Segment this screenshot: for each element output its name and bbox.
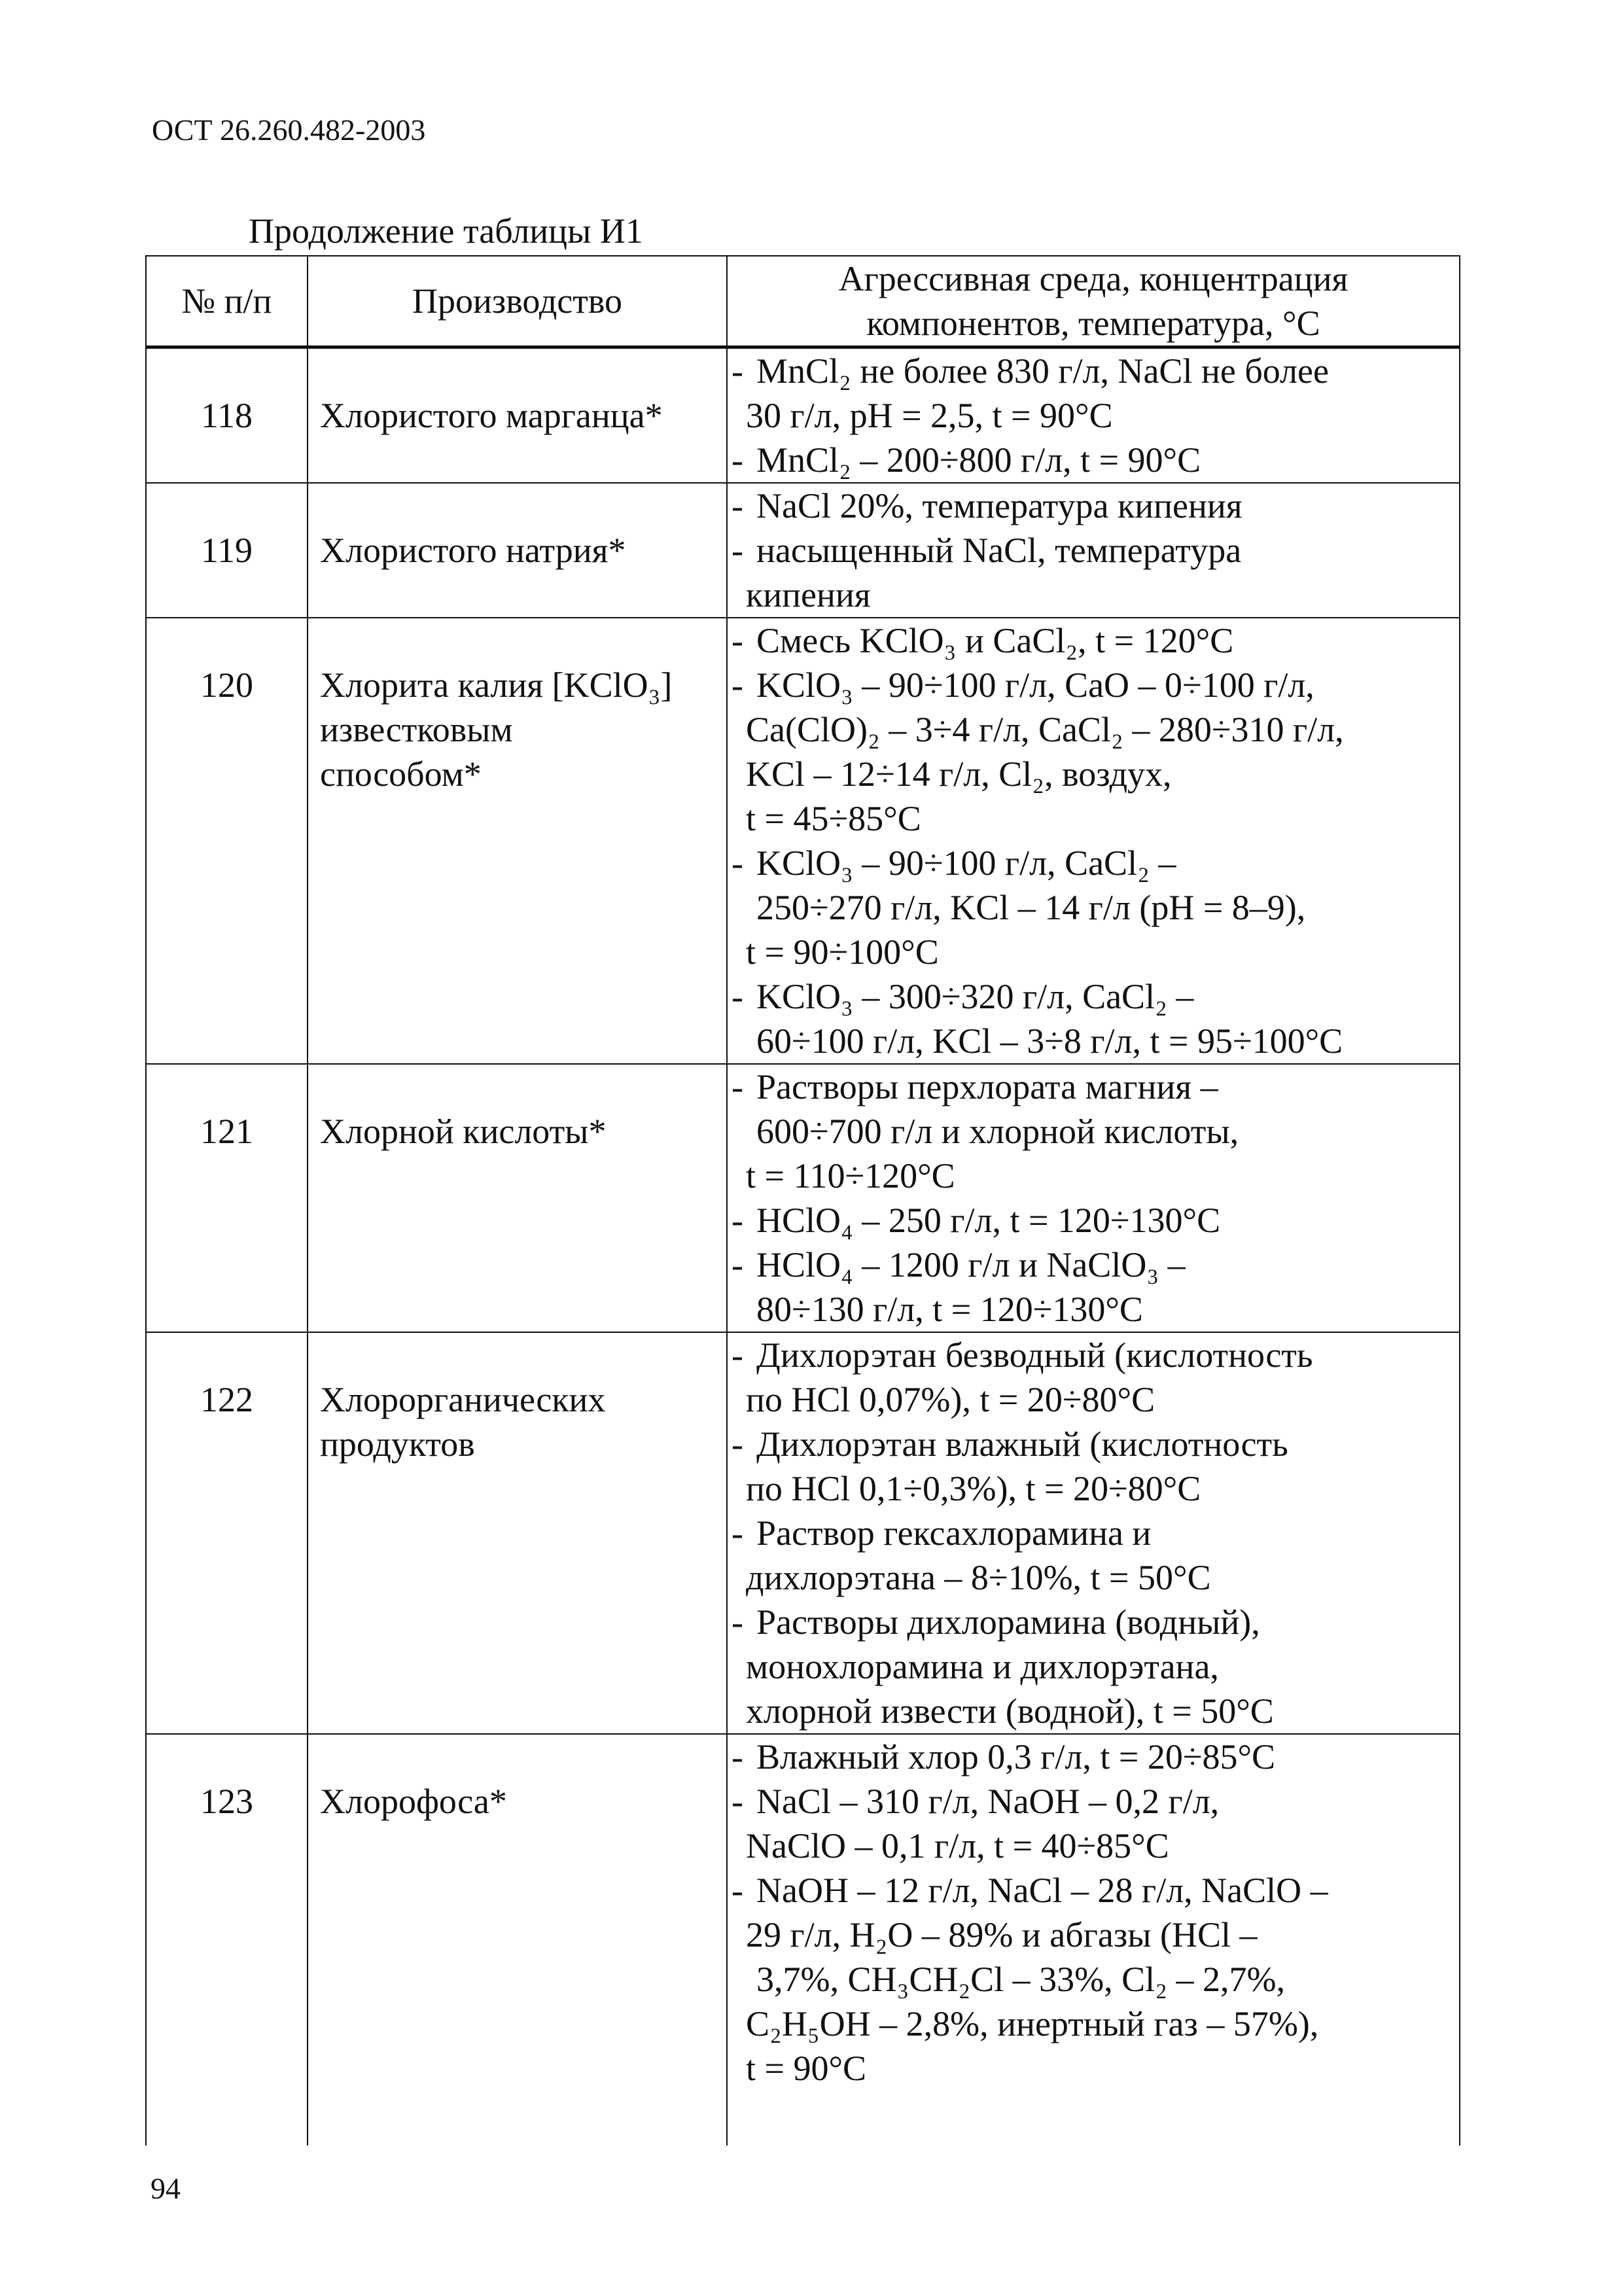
table-row bbox=[146, 1064, 1460, 1332]
document-code: ОСТ 26.260.482-2003 bbox=[152, 113, 426, 147]
table-row bbox=[146, 1734, 1460, 2146]
cell-medium bbox=[727, 1332, 1460, 1734]
cell-production bbox=[308, 1064, 727, 1332]
cell-production bbox=[308, 1332, 727, 1734]
medium-item: - KClO₃ – 300÷320 г/л, CaCl₂ – bbox=[746, 974, 1456, 1019]
medium-item-continuation: 3,7%, CH₃CH₂Cl – 33%, Cl₂ – 2,7%, bbox=[756, 1960, 1285, 1999]
medium-item: - Растворы дихлорамина (водный), bbox=[746, 1600, 1456, 1644]
cell-production bbox=[308, 618, 727, 1064]
medium-item-continuation: по HCl 0,1÷0,3%), t = 20÷80°С bbox=[746, 1469, 1201, 1508]
medium-item: - HClO₄ – 250 г/л, t = 120÷130°С bbox=[746, 1198, 1456, 1243]
medium-item-continuation: Ca(ClO)₂ – 3÷4 г/л, CaCl₂ – 280÷310 г/л, bbox=[746, 710, 1344, 749]
table-row bbox=[146, 618, 1460, 1064]
production-line: известковым bbox=[320, 710, 513, 749]
medium-item-continuation: t = 90÷100°С bbox=[746, 932, 939, 972]
table-body bbox=[146, 347, 1460, 2146]
medium-item: - HClO₄ – 1200 г/л и NaClO₃ – bbox=[746, 1243, 1456, 1287]
medium-item: - NaOH – 12 г/л, NaCl – 28 г/л, NaClO – bbox=[746, 1868, 1456, 1913]
medium-item-continuation: 30 г/л, pH = 2,5, t = 90°С bbox=[746, 396, 1113, 435]
medium-item-continuation: 600÷700 г/л и хлорной кислоты, bbox=[756, 1112, 1239, 1151]
header-medium bbox=[727, 256, 1460, 347]
medium-item: - насыщенный NaCl, температура bbox=[746, 528, 1456, 573]
header-num: № п/п bbox=[146, 256, 308, 347]
cell-production bbox=[308, 483, 727, 618]
cell-num: 123 bbox=[146, 1734, 308, 2146]
table-row bbox=[146, 483, 1460, 618]
header-medium-line: Агрессивная среда, концентрация bbox=[838, 259, 1349, 298]
cell-production bbox=[308, 347, 727, 484]
table-caption: Продолжение таблицы И1 bbox=[249, 211, 643, 251]
medium-item-continuation: 29 г/л, H₂O – 89% и абгазы (HCl – bbox=[746, 1915, 1258, 1954]
medium-item: - NaCl 20%, температура кипения bbox=[746, 484, 1456, 528]
medium-item-continuation: KCl – 12÷14 г/л, Cl₂, воздух, bbox=[746, 754, 1172, 794]
cell-num: 121 bbox=[146, 1064, 308, 1332]
medium-item-continuation: монохлорамина и дихлорэтана, bbox=[746, 1647, 1219, 1686]
medium-item: - Растворы перхлората магния – bbox=[746, 1065, 1456, 1109]
production-line: Хлорорганических bbox=[320, 1380, 606, 1419]
cell-num: 118 bbox=[146, 347, 308, 484]
header-medium-line: компонентов, температура, °С bbox=[866, 304, 1320, 343]
production-line: способом* bbox=[320, 754, 482, 794]
medium-item: - KClO₃ – 90÷100 г/л, CaO – 0÷100 г/л, bbox=[746, 663, 1456, 707]
medium-item: - Влажный хлор 0,3 г/л, t = 20÷85°С bbox=[746, 1735, 1456, 1779]
medium-item-continuation: 80÷130 г/л, t = 120÷130°С bbox=[756, 1290, 1143, 1329]
cell-production bbox=[308, 1734, 727, 2146]
medium-item: - Смесь KClO₃ и CaCl₂, t = 120°С bbox=[746, 618, 1456, 663]
header-production: Производство bbox=[308, 256, 727, 347]
medium-item: - NaCl – 310 г/л, NaOH – 0,2 г/л, bbox=[746, 1779, 1456, 1824]
cell-medium bbox=[727, 347, 1460, 484]
medium-item: - Дихлорэтан безводный (кислотность bbox=[746, 1333, 1456, 1377]
medium-item-continuation: NaClO – 0,1 г/л, t = 40÷85°С bbox=[746, 1826, 1169, 1865]
table-row bbox=[146, 1332, 1460, 1734]
cell-num: 119 bbox=[146, 483, 308, 618]
table-header bbox=[146, 256, 1460, 347]
cell-num: 120 bbox=[146, 618, 308, 1064]
medium-item: - MnCl₂ – 200÷800 г/л, t = 90°С bbox=[746, 438, 1456, 482]
cell-medium bbox=[727, 618, 1460, 1064]
medium-item-continuation: C₂H₅OH – 2,8%, инертный газ – 57%), bbox=[746, 2004, 1319, 2043]
medium-item-continuation: 250÷270 г/л, KCl – 14 г/л (pH = 8–9), bbox=[756, 888, 1306, 927]
medium-item-continuation: дихлорэтана – 8÷10%, t = 50°С bbox=[746, 1558, 1211, 1597]
medium-item-continuation: 60÷100 г/л, KCl – 3÷8 г/л, t = 95÷100°С bbox=[756, 1021, 1343, 1061]
chemical-media-table bbox=[145, 255, 1460, 2146]
page-number: 94 bbox=[150, 2172, 181, 2205]
production-line: Хлорофоса* bbox=[320, 1782, 507, 1821]
production-line: продуктов bbox=[320, 1424, 475, 1464]
header-row bbox=[146, 256, 1460, 347]
table-row bbox=[146, 347, 1460, 484]
medium-item-continuation: t = 45÷85°С bbox=[746, 799, 921, 838]
medium-item: - Дихлорэтан влажный (кислотность bbox=[746, 1422, 1456, 1466]
production-line: Хлорита калия [KClO₃] bbox=[320, 665, 673, 705]
production-line: Хлорной кислоты* bbox=[320, 1112, 607, 1151]
medium-item: - Раствор гексахлорамина и bbox=[746, 1511, 1456, 1555]
production-line: Хлористого марганца* bbox=[320, 396, 663, 435]
medium-item: - KClO₃ – 90÷100 г/л, CaCl₂ – bbox=[746, 841, 1456, 885]
cell-medium bbox=[727, 1734, 1460, 2146]
production-line: Хлористого натрия* bbox=[320, 531, 626, 570]
medium-item-continuation: t = 90°С bbox=[746, 2049, 867, 2088]
medium-item: - MnCl₂ не более 830 г/л, NaCl не более bbox=[746, 349, 1456, 393]
medium-item-continuation: по HCl 0,07%), t = 20÷80°С bbox=[746, 1380, 1155, 1419]
cell-medium bbox=[727, 483, 1460, 618]
medium-item-continuation: хлорной извести (водной), t = 50°С bbox=[746, 1691, 1274, 1731]
cell-medium bbox=[727, 1064, 1460, 1332]
cell-num: 122 bbox=[146, 1332, 308, 1734]
medium-item-continuation: t = 110÷120°С bbox=[746, 1156, 955, 1195]
medium-item-continuation: кипения bbox=[746, 575, 871, 614]
table-container bbox=[145, 255, 1459, 2146]
